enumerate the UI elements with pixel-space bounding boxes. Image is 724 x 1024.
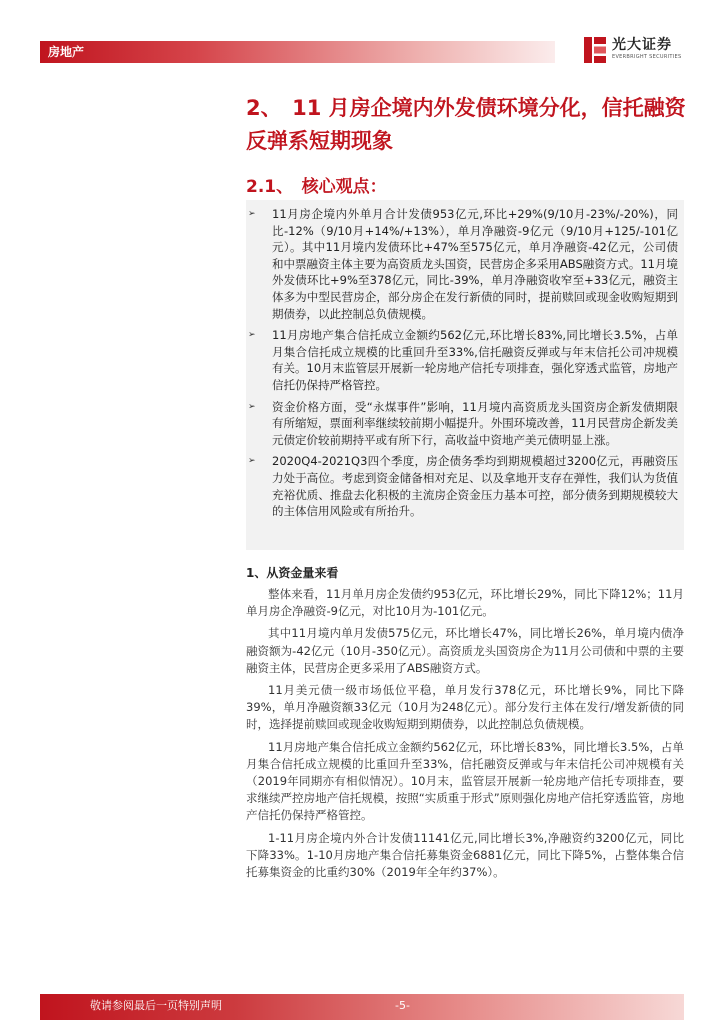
brand-name: 光大证券 [612,37,672,53]
section-label: 房地产 [48,45,85,59]
body-paragraph: 整体来看，11月单月房企发债约953亿元，环比增长29%，同比下降12%；11月单月房企净融资-9亿元，对比10月为-101亿元。 [246,587,684,619]
key-point-text: 11月房企境内外单月合计发债953亿元,环比+29%(9/10月-23%/-20%)，同比-12%（9/10月+14%/+13%），单月净融资-9亿元（9/10月+125/-101亿元）。其中11月境内发债环比+47%至575亿元，单月净融资-42亿元，公司债和中票融资主体主要为高资质龙头国资，民营房企多采用ABS融资方式。11月境外发债环比+9%至378亿元，同比-39%，单月净融资收窄至+33亿元，融资主体多为中型民营房企，部分房企在发行新债的同时，提前赎回或现金收购短期到期债券，以此控制总负债规模。 [272,207,678,321]
body-paragraph: 其中11月境内单月发债575亿元，环比增长47%，同比增长26%，单月境内债净融资额为-42亿元（10月-350亿元）。高资质龙头国资房企为11月公司债和中票的主要融资主体，民营房企更多采用了ABS融资方式。 [246,626,684,675]
body-section [246,565,684,886]
arrow-bullet-icon: ➢ [248,209,256,219]
arrow-bullet-icon: ➢ [248,456,256,467]
page-number: -5- [395,999,410,1012]
key-point-text: 资金价格方面，受“永煤事件”影响，11月境内高资质龙头国资房企新发债期限有所缩短，票面利率继续较前期小幅提升。外围环境改善，11月民营房企新发美元债定价较前期持平或有所下行，高收益中资地产美元债明显上涨。 [272,399,678,447]
footer-bar [40,994,684,1020]
key-points-list [246,206,684,525]
key-point [246,327,684,393]
body-paragraph: 11月美元债一级市场低位平稳，单月发行378亿元，环比增长9%，同比下降39%，单月净融资额33亿元（10月为248亿元）。部分发行主体在发行/增发新债的同时，选择提前赎回或现金收购短期到期债券，以此控制总负债规模。 [246,683,684,732]
everbright-logo-icon [584,37,606,63]
key-point [246,206,684,322]
brand-logo [584,33,694,67]
arrow-bullet-icon: ➢ [248,330,256,341]
body-paragraph: 11月房地产集合信托成立金额约562亿元，环比增长83%，同比增长3.5%，占单月集合信托成立规模的比重回升至33%，信托融资反弹或与年末信托公司冲规模有关（2019年同期亦有相似情况）。10月末，监管层开展新一轮房地产信托专项排查，要求继续严控房地产信托规模，按照“实质重于形式”原则强化房地产信托穿透监管，房地产信托仍保持严格管控。 [246,739,684,823]
body-heading: 1、从资金量来看 [246,566,339,580]
key-point-text: 11月房地产集合信托成立金额约562亿元,环比增长83%,同比增长3.5%，占单月集合信托成立规模的比重回升至33%,信托融资反弹或与年末信托公司冲规模有关。10月末监管层开展新一轮房地产信托专项排查，强化穿透式监管，房地产信托仍保持严格管控。 [272,328,678,392]
header-bar [40,41,555,63]
body-paragraph: 1-11月房企境内外合计发债11141亿元,同比增长3%,净融资约3200亿元，同比下降33%。1-10月房地产集合信托募集资金6881亿元，同比下降5%，占整体集合信托募集资金的比重约30%（2019年全年约37%）。 [246,830,684,880]
footer-disclaimer: 敬请参阅最后一页特别声明 [90,999,222,1012]
key-point [246,399,684,449]
key-points-box [246,200,684,550]
key-point [246,453,684,519]
sub-title: 2.1、 核心观点： [246,177,387,197]
brand-subtitle: EVERBRIGHT SECURITIES [612,54,682,60]
key-point-text: 2020Q4-2021Q3四个季度，房企债务季均到期规模超过3200亿元，再融资压力处于高位。考虑到资金储备相对充足、以及拿地开支存在弹性，我们认为货值充裕优质、推盘去化积极的主流房企资金压力基本可控，部分债务到期规模较大的主体信用风险或有所抬升。 [272,454,678,519]
section-title: 2、 11 月房企境内外发债环境分化，信托融资反弹系短期现象 [246,96,686,153]
arrow-bullet-icon: ➢ [248,401,256,412]
